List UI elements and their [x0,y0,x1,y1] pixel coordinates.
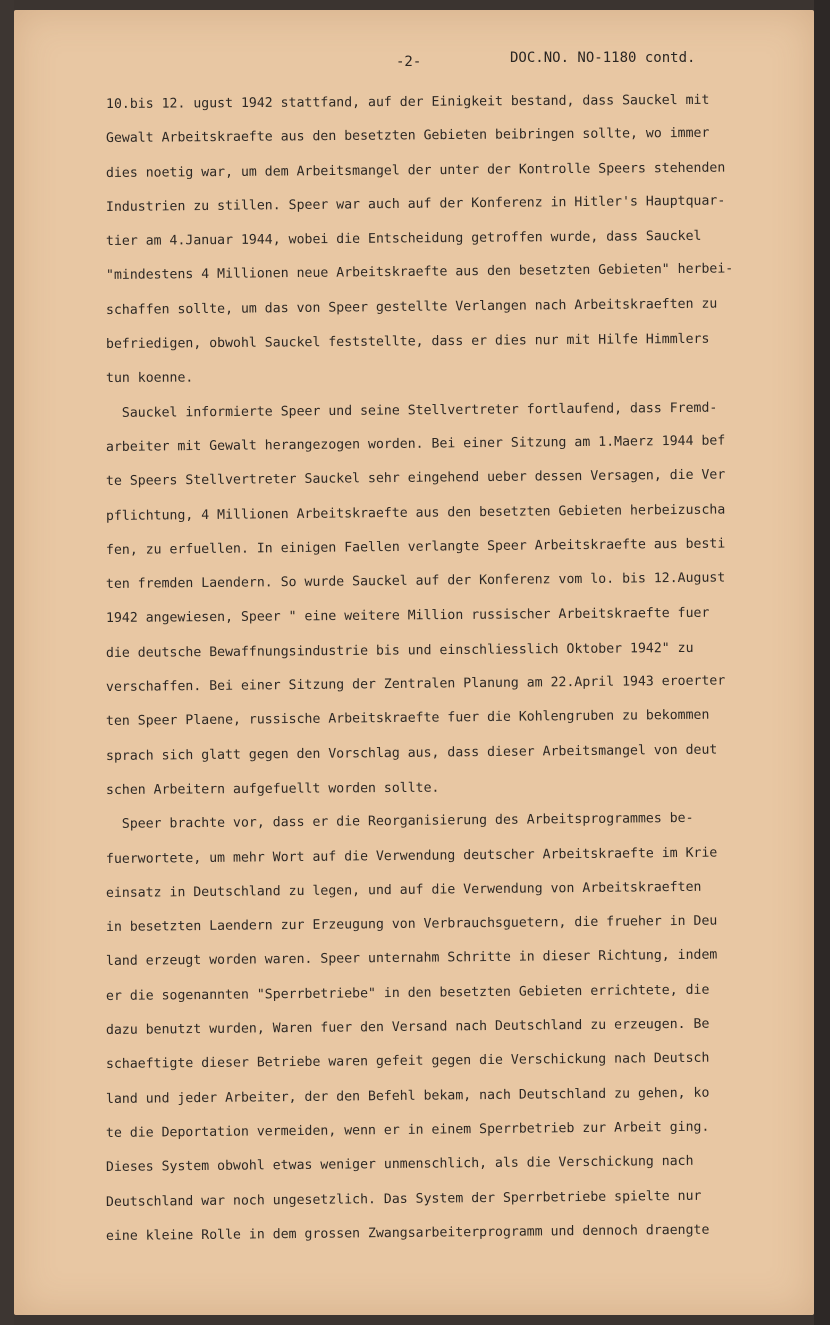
text-line: land und jeder Arbeiter, der den Befehl bekam, nach Deutschland zu gehen, ko [105,1085,710,1107]
text-line: einsatz in Deutschland zu legen, und auf die Verwendung von Arbeitskraeften [105,879,702,901]
text-line: arbeiter mit Gewalt herangezogen worden. Bei einer Sitzung am 1.Maerz 1944 bef [105,433,726,455]
page-number: -2- [396,54,422,70]
text-line: tun koenne. [105,370,194,387]
text-line: ten Speer Plaene, russische Arbeitskraefte fuer die Kohlengruben zu bekommen [105,708,710,730]
text-line: 10.bis 12. ugust 1942 stattfand, auf der Einigkeit bestand, dass Sauckel mit [105,92,710,112]
text-line: "mindestens 4 Millionen neue Arbeitskraefte aus den besetzten Gebieten" herbei- [105,261,734,284]
document-number: DOC.NO. NO-1180 contd. [510,50,696,66]
text-line: 1942 angewiesen, Speer " eine weitere Million russischer Arbeitskraefte fuer [105,606,710,627]
text-line: te Speers Stellvertreter Sauckel sehr eingehend ueber dessen Versagen, die Ver [105,467,726,490]
body-text [106,88,778,1254]
text-line: er die sogenannten "Sperrbetriebe" in den besetzten Gebieten errichtete, die [105,982,710,1004]
text-line: dies noetig war, um dem Arbeitsmangel der unter der Kontrolle Speers stehenden [105,160,726,181]
text-line: Dieses System obwohl etwas weniger unmenschlich, als die Verschickung nach [105,1154,694,1176]
text-line: schen Arbeitern aufgefuellt worden sollte. [105,780,440,798]
text-line: land erzeugt worden waren. Speer unternahm Schritte in dieser Richtung, indem [105,948,718,970]
scan-background-right [814,0,830,1325]
text-line: schaffen sollte, um das von Speer gestellte Verlangen nach Arbeitskraeften zu [105,296,718,318]
scan-background-left [0,0,14,1325]
text-line: befriedigen, obwohl Sauckel feststellte, dass er dies nur mit Hilfe Himmlers [105,331,710,353]
text-line: die deutsche Bewaffnungsindustrie bis und einschliesslich Oktober 1942" zu [105,640,694,661]
text-line: dazu benutzt wurden, Waren fuer den Versand nach Deutschland zu erzeugen. Be [105,1016,710,1039]
text-line: pflichtung, 4 Millionen Arbeitskraefte aus den besetzten Gebieten herbeizuscha [105,502,726,524]
text-line: fen, zu erfuellen. In einigen Faellen verlangte Speer Arbeitskraefte aus besti [105,536,726,558]
text-line: te die Deportation vermeiden, wenn er in einem Sperrbetrieb zur Arbeit ging. [105,1119,710,1141]
text-line: Deutschland war noch ungesetzlich. Das System der Sperrbetriebe spielte nur [105,1188,702,1210]
text-line: tier am 4.Januar 1944, wobei die Entscheidung getroffen wurde, dass Sauckel [105,228,702,250]
text-line: Gewalt Arbeitskraefte aus den besetzten Gebieten beibringen sollte, wo immer [105,126,710,147]
text-line: eine kleine Rolle in dem grossen Zwangsarbeiterprogramm und dennoch draengte [105,1222,710,1244]
text-line: verschaffen. Bei einer Sitzung der Zentralen Planung am 22.April 1943 eroerter [105,673,726,696]
page-header [14,50,814,78]
text-line: ten fremden Laendern. So wurde Sauckel auf der Konferenz vom lo. bis 12.August [105,570,726,593]
text-line: Speer brachte vor, dass er die Reorganisierung des Arbeitsprogrammes be- [105,811,694,833]
text-line: Sauckel informierte Speer und seine Stellvertreter fortlaufend, dass Fremd- [105,400,718,421]
document-page [14,10,814,1315]
text-line: schaeftigte dieser Betriebe waren gefeit gegen die Verschickung nach Deutsch [105,1050,710,1073]
text-line: in besetzten Laendern zur Erzeugung von Verbrauchsguetern, die frueher in Deu [105,913,718,936]
text-line: Industrien zu stillen. Speer war auch auf der Konferenz in Hitler's Hauptquar- [105,193,726,215]
text-line: sprach sich glatt gegen den Vorschlag aus, dass dieser Arbeitsmangel von deut [105,742,718,764]
text-line: fuerwortete, um mehr Wort auf die Verwendung deutscher Arbeitskraefte im Krie [105,845,718,867]
